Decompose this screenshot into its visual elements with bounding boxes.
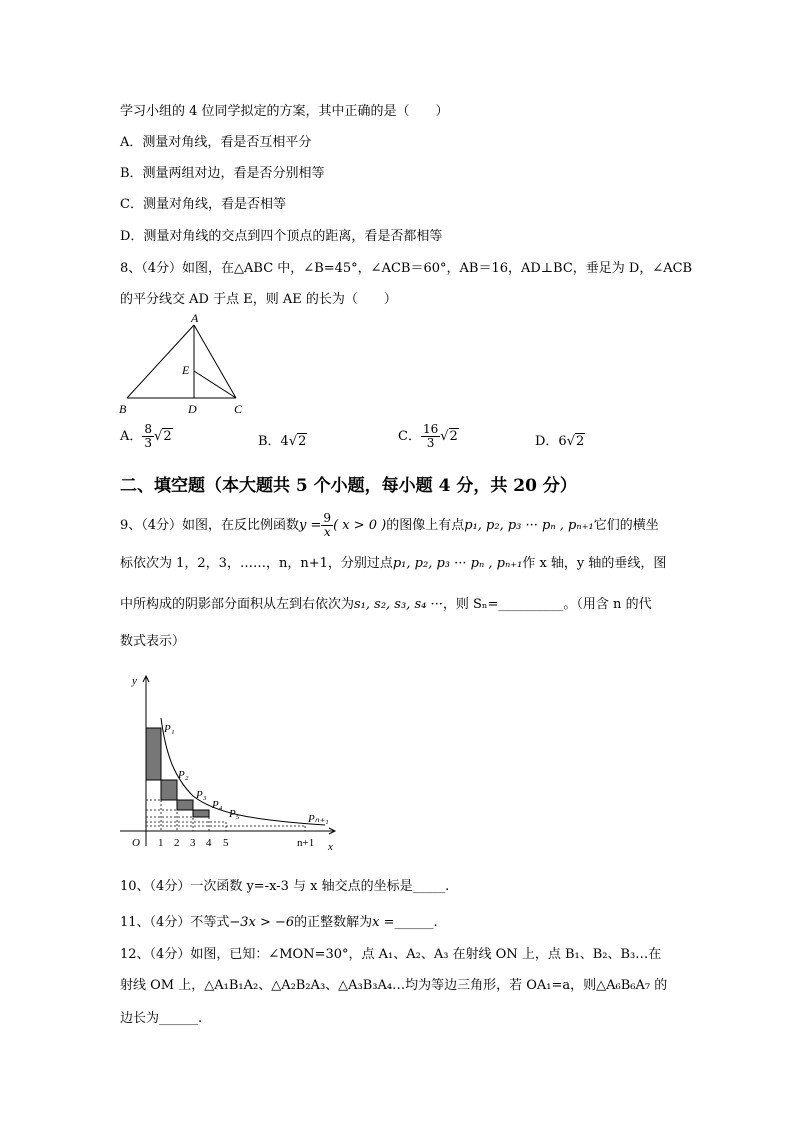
q9-graph: [120, 668, 350, 858]
section-heading: 二、填空题（本大题共 5 个小题，每小题 4 分，共 20 分）: [120, 476, 577, 496]
q8-option-d: D．6√2: [535, 434, 585, 449]
q8-option-a: A． $\frac{8}{3}$ √2: [120, 422, 172, 450]
area-s3: [177, 800, 193, 810]
label-a: A: [191, 311, 199, 325]
q7-stem: 学习小组的 4 位同学拟定的方案，其中正确的是（ ）: [120, 104, 449, 119]
label-b: B: [119, 402, 127, 416]
area-s4: [193, 810, 209, 817]
segment-ac: [194, 325, 236, 398]
q7-option-b: B．测量两组对边，看是否分别相等: [120, 166, 325, 181]
x-tick-4: 4: [206, 837, 212, 849]
label-c: C: [234, 402, 243, 416]
label-d: D: [188, 402, 197, 416]
point-label-p1: P₁: [164, 723, 175, 735]
q7-option-c: C．测量对角线，看是否相等: [120, 197, 286, 212]
point-label-p4: P₄: [212, 799, 223, 811]
y-label: y: [132, 675, 137, 687]
q9-line4: 数式表示）: [120, 634, 186, 649]
q12-line1: 12、（4分）如图，已知：∠MON=30°，点 A₁、A₂、A₃ 在射线 ON 上，点 B₁、B₂、B₃…在: [120, 947, 662, 962]
q7-option-d: D．测量对角线的交点到四个顶点的距离，看是否都相等: [120, 229, 443, 244]
q8-option-c: C． $\frac{16}{3}$ √2: [398, 422, 458, 450]
segment-ab: [127, 325, 194, 398]
q8-option-b: B．4√2: [258, 434, 307, 449]
x-tick-2: 2: [174, 837, 180, 849]
x-tick-1: 1: [158, 837, 164, 849]
q8-stem-line1: 8、（4分）如图，在△ABC 中，∠B=45°，∠ACB＝60°，AB＝16，AD⊥BC，垂足为 D，∠ACB: [120, 261, 693, 276]
x-tick-3: 3: [190, 837, 196, 849]
q8-stem-line2: 的平分线交 AD 于点 E，则 AE 的长为（ ）: [120, 292, 397, 307]
x-label: x: [328, 841, 333, 853]
q12-line2: 射线 OM 上，△A₁B₁A₂、△A₂B₂A₃、△A₃B₃A₄…均为等边三角形，若 OA₁=a，则△A₆B₆A₇ 的: [120, 978, 668, 993]
x-tick-n1: n+1: [297, 837, 315, 849]
q11: 11、（4分）不等式−3x > −6的正整数解为x =______.: [120, 915, 438, 930]
point-label-p3: P₃: [196, 789, 207, 801]
point-label-p5: P₅: [229, 808, 240, 820]
area-s1: [146, 728, 161, 780]
x-tick-5: 5: [223, 837, 229, 849]
point-label-pn1: Pₙ₊₁: [308, 813, 329, 825]
q8-triangle-figure: [115, 310, 265, 420]
q9-line1: 9、（4分）如图，在反比例函数y = $\frac{9}{x}$( x > 0 )的图像上有点p₁, p₂, p₃ ··· pₙ , pₙ₊₁它们的横坐: [120, 511, 659, 539]
label-e: E: [182, 363, 190, 377]
q12-line3: 边长为______.: [120, 1011, 203, 1026]
q9-line3: 中所构成的阴影部分面积从左到右依次为s₁, s₂, s₃, s₄ ···，则 Sₙ=__________。（用含 n 的代: [120, 597, 652, 612]
point-label-p2: P₂: [178, 769, 189, 781]
q10: 10、（4分）一次函数 y=-x-3 与 x 轴交点的坐标是_____.: [120, 879, 450, 894]
segment-ec: [194, 371, 236, 398]
q9-line2: 标依次为 1，2，3，……，n，n+1，分别过点p₁, p₂, p₃ ··· pₙ , pₙ₊₁作 x 轴，y 轴的垂线，图: [120, 556, 667, 571]
origin-label: O: [132, 837, 140, 849]
q7-option-a: A．测量对角线，看是否互相平分: [120, 135, 312, 150]
area-s2: [161, 780, 177, 800]
